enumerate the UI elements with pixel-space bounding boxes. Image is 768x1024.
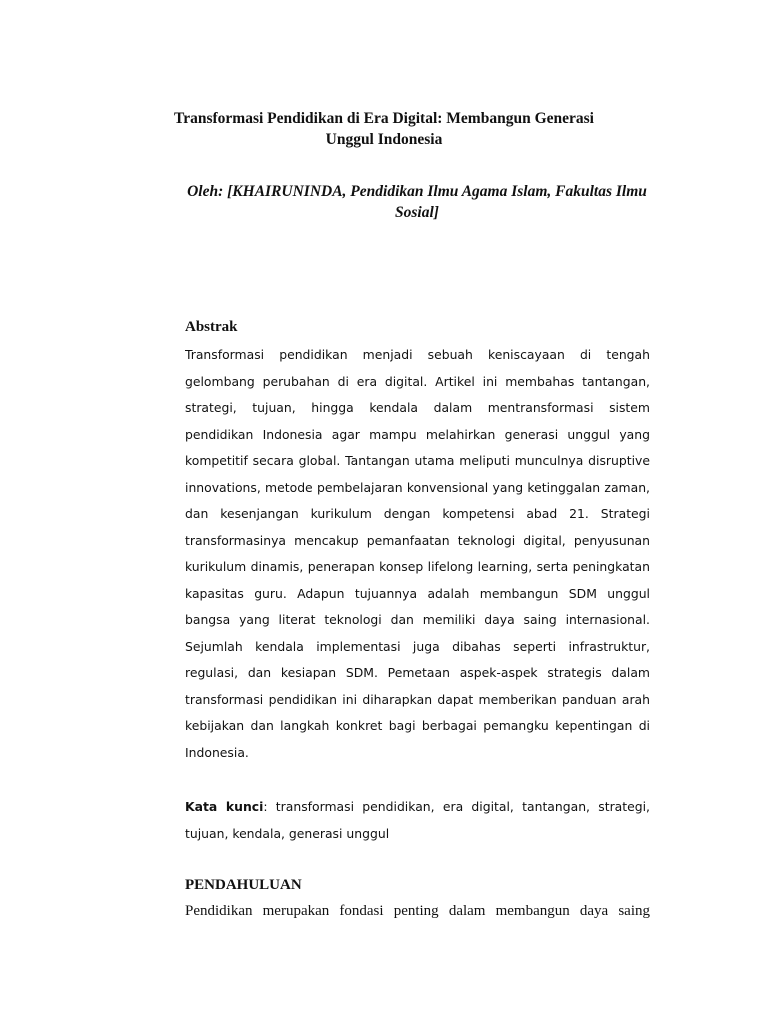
keywords-label: Kata kunci — [185, 799, 264, 814]
title-line-2: Unggul Indonesia — [325, 131, 443, 148]
author-line-2: Sosial] — [395, 204, 439, 221]
abstract-line: transformasinya mencakup pemanfaatan teknologi digital, penyusunan — [185, 532, 650, 548]
abstract-body — [185, 342, 650, 766]
abstract-line: gelombang perubahan di era digital. Artikel ini membahas tantangan, — [185, 373, 650, 389]
title-line-1: Transformasi Pendidikan di Era Digital: Membangun Generasi — [174, 110, 594, 127]
keywords-line-2: tujuan, kendala, generasi unggul — [185, 825, 390, 841]
keywords-line-1 — [185, 794, 650, 821]
introduction-line: Pendidikan merupakan fondasi penting dalam membangun daya saing — [185, 903, 650, 919]
abstract-line: bangsa yang literat teknologi dan memiliki daya saing internasional. — [185, 612, 650, 627]
abstract-line: innovations, metode pembelajaran konvensional yang ketinggalan zaman, — [185, 479, 650, 495]
introduction-heading: PENDAHULUAN — [185, 877, 302, 893]
author-byline — [150, 181, 684, 223]
abstract-line: transformasi pendidikan ini diharapkan dapat memberikan panduan arah — [185, 691, 650, 707]
keywords-block — [185, 794, 650, 847]
abstract-line: pendidikan Indonesia agar mampu melahirkan generasi unggul yang — [185, 426, 650, 442]
abstract-line: regulasi, dan kesiapan SDM. Pemetaan aspek-aspek strategis dalam — [185, 665, 650, 680]
keywords-text-1: : transformasi pendidikan, era digital, tantangan, strategi, — [263, 799, 650, 814]
abstract-line: Indonesia. — [185, 744, 249, 760]
abstract-line: dan kesenjangan kurikulum dengan kompetensi abad 21. Strategi — [185, 506, 650, 521]
abstract-heading: Abstrak — [185, 319, 238, 335]
abstract-line: Sejumlah kendala implementasi juga dibahas seperti infrastruktur, — [185, 638, 650, 654]
introduction-body — [185, 898, 650, 925]
author-line-1: Oleh: [KHAIRUNINDA, Pendidikan Ilmu Agama Islam, Fakultas Ilmu — [187, 183, 647, 200]
document-title — [140, 108, 628, 150]
abstract-line: kebijakan dan langkah konkret bagi berbagai pemangku kepentingan di — [185, 718, 650, 733]
abstract-line: strategi, tujuan, hingga kendala dalam mentransformasi sistem — [185, 400, 650, 415]
abstract-line: Transformasi pendidikan menjadi sebuah keniscayaan di tengah — [185, 347, 650, 362]
abstract-line: kompetitif secara global. Tantangan utama meliputi munculnya disruptive — [185, 453, 650, 468]
abstract-line: kapasitas guru. Adapun tujuannya adalah membangun SDM unggul — [185, 585, 650, 601]
abstract-line: kurikulum dinamis, penerapan konsep lifelong learning, serta peningkatan — [185, 559, 650, 574]
